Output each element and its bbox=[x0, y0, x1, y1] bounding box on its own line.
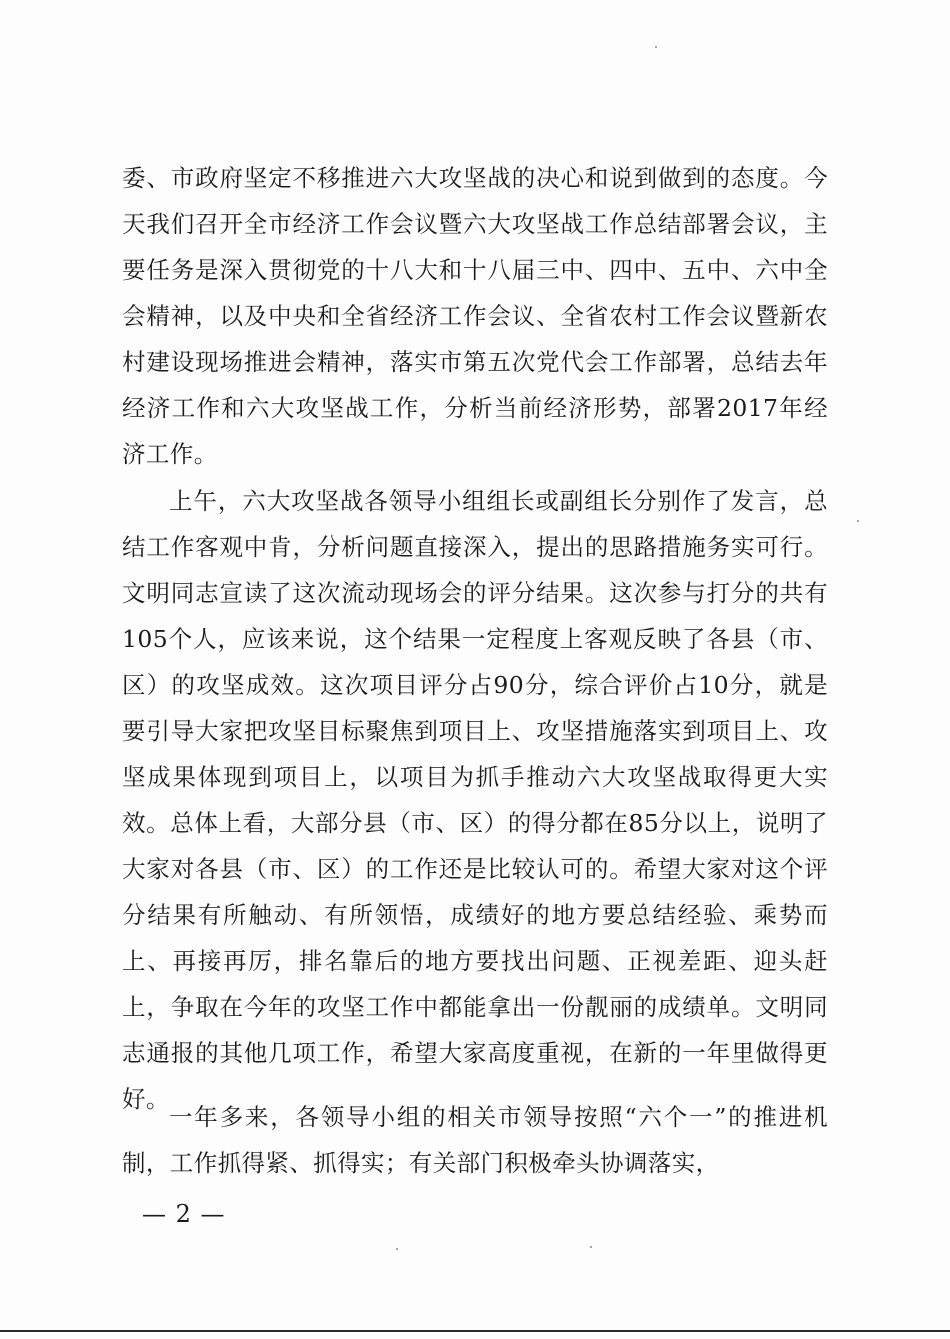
paragraph-3: 一年多来，各领导小组的相关市领导按照“六个一”的推进机制，工作抓得紧、抓得实；有关部门积极牵头协调落实， bbox=[122, 1103, 828, 1177]
paragraph-2: 上午，六大攻坚战各领导小组组长或副组长分别作了发言，总结工作客观中肯，分析问题直接深入，提出的思路措施务实可行。文明同志宣读了这次流动现场会的评分结果。这次参与打分的共有105个人，应该来说，这个结果一定程度上客观反映了各县（市、区）的攻坚成效。这次项目评分占90分，综合评价占10分，就是要引导大家把攻坚目标聚焦到项目上、攻坚措施落实到项目上、攻坚成果体现到项目上，以项目为抓手推动六大攻坚战取得更大实效。总体上看，大部分县（市、区）的得分都在85分以上，说明了大家对各县（市、区）的工作还是比较认可的。希望大家对这个评分结果有所触动、有所领悟，成绩好的地方要总结经验、乘势而上、再接再厉，排名靠后的地方要找出问题、正视差距、迎头赶上，争取在今年的攻坚工作中都能拿出一份靓丽的成绩单。文明同志通报的其他几项工作，希望大家高度重视，在新的一年里做得更好。 bbox=[122, 487, 828, 1113]
scan-speck bbox=[590, 1246, 592, 1248]
scan-edge-line bbox=[0, 1330, 950, 1332]
paragraph-1: 委、市政府坚定不移推进六大攻坚战的决心和说到做到的态度。今天我们召开全市经济工作会议暨六大攻坚战工作总结部署会议，主要任务是深入贯彻党的十八大和十八届三中、四中、五中、六中全会精神，以及中央和全省经济工作会议、全省农村工作会议暨新农村建设现场推进会精神，落实市第五次党代会工作部署，总结去年经济工作和六大攻坚战工作，分析当前经济形势，部署2017年经济工作。 bbox=[122, 164, 828, 468]
page-number: — 2 — bbox=[142, 1200, 226, 1228]
scan-speck bbox=[655, 46, 657, 48]
scan-speck bbox=[396, 1248, 398, 1250]
scan-speck bbox=[857, 520, 859, 522]
